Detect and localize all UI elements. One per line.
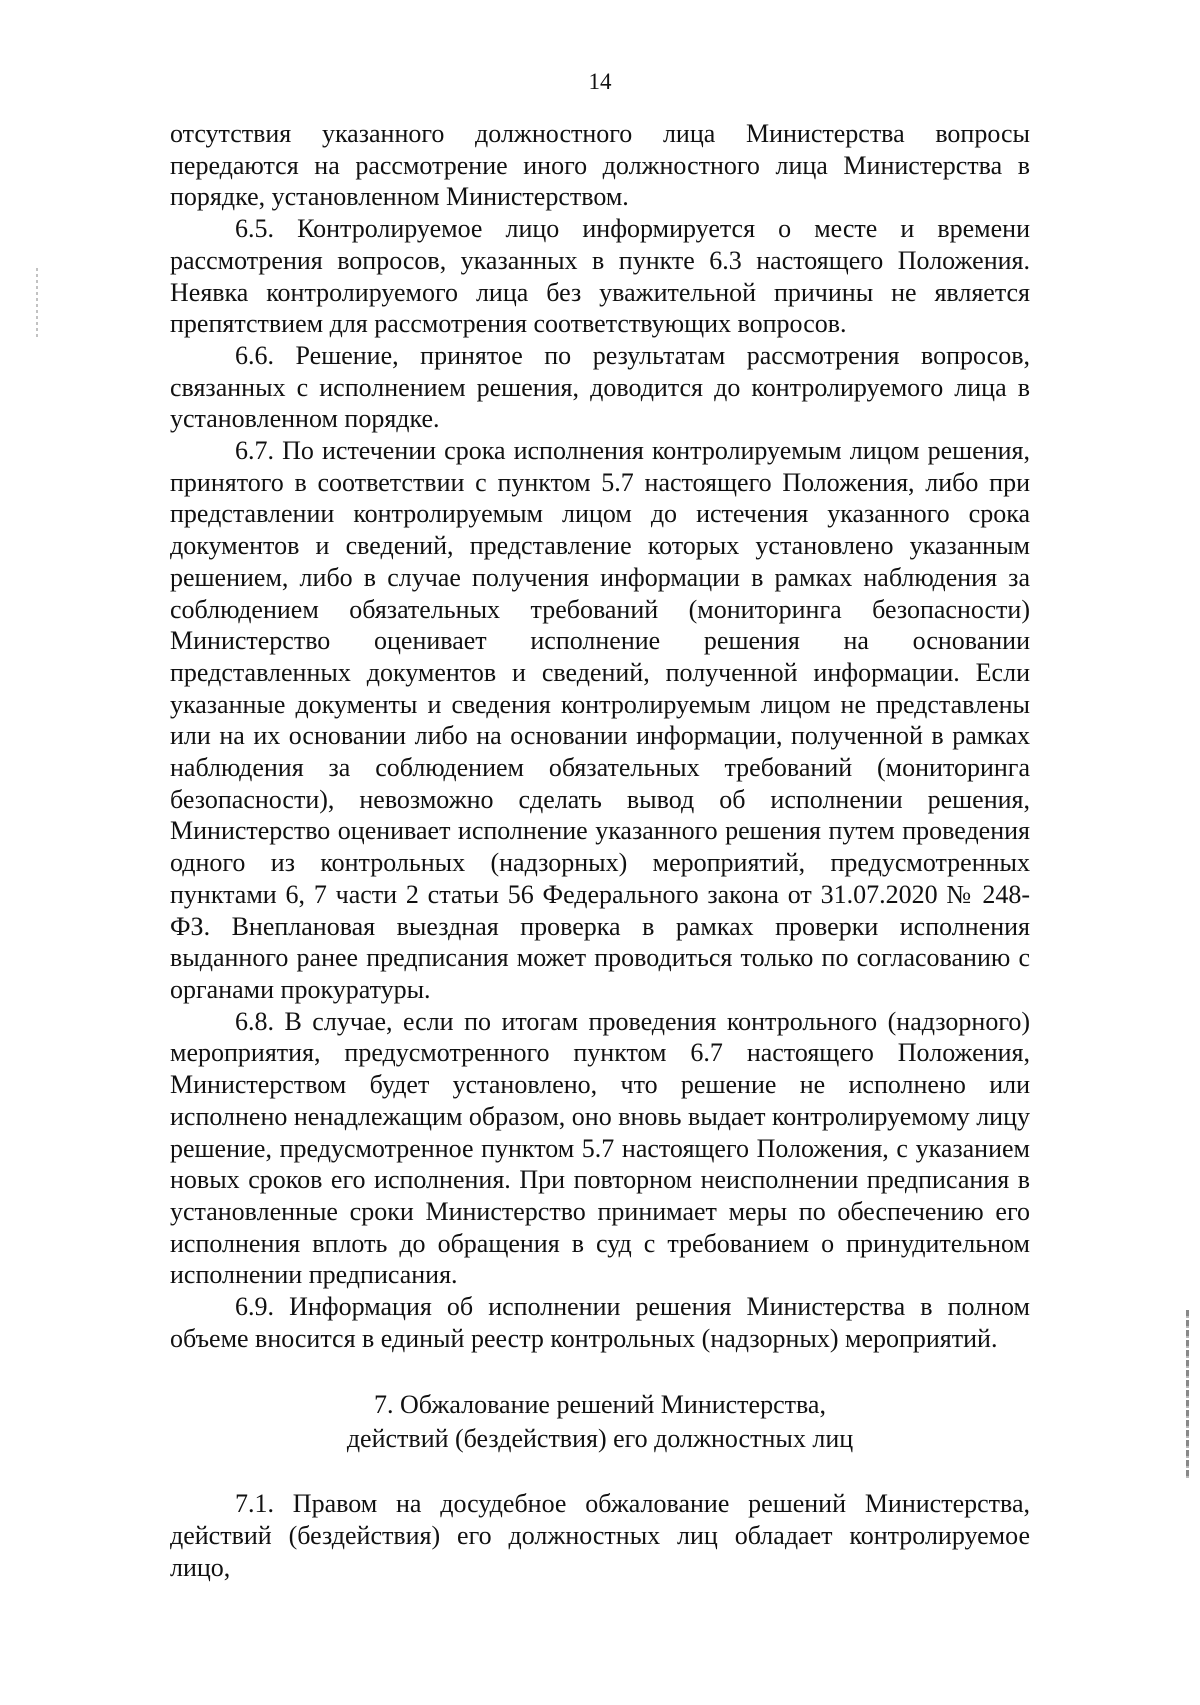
paragraph-6-5: 6.5. Контролируемое лицо информируется о месте и времени рассмотрения вопросов, указанных в пункте 6.3 настоящего Положения. Неявка контролируемого лица без уважительной причины не является препятствием для рассмотрения соответствующих вопросов. — [170, 214, 1030, 339]
paragraph-6-6: 6.6. Решение, принятое по результатам рассмотрения вопросов, связанных с исполнением решения, доводится до контролируемого лица в установленном порядке. — [170, 340, 1030, 434]
paragraph-continuation: отсутствия указанного должностного лица Министерства вопросы передаются на рассмотрение иного должностного лица Министерства в порядке, установленном Министерством. — [170, 119, 1030, 212]
page-number: 14 — [588, 69, 612, 94]
section-7-heading-line-2: действий (бездействия) его должностных лиц — [346, 1424, 854, 1454]
paragraph-6-7: 6.7. По истечении срока исполнения контролируемым лицом решения, принятого в соответствии с пунктом 5.7 настоящего Положения, либо при представлении контролируемым лицом до истечения указанного срока документов и сведений, представление которых установлено указанным решением, либо в случае получения информации в рамках наблюдения за соблюдением обязательных требований (мониторинга безопасности) Министерство оценивает исполнение решения на основании представленных документов и сведений, полученной информации. Если указанные документы и сведения контролируемым лицом не представлены или на их основании либо на основании информации, полученной в рамках наблюдения за соблюдением обязательных требований (мониторинга безопасности), невозможно сделать вывод об исполнении решения, Министерство оценивает исполнение указанного решения путем проведения одного из контрольных (надзорных) мероприятий, предусмотренных пунктами 6, 7 части 2 статьи 56 Федерального закона от 31.07.2020 № 248-ФЗ. Внеплановая выездная проверка в рамках проверки исполнения выданного ранее предписания может проводиться только по согласованию с органами прокуратуры. — [170, 436, 1030, 1004]
document-body — [170, 118, 1030, 1584]
scan-artifact-left — [36, 268, 38, 338]
paragraph-6-9: 6.9. Информация об исполнении решения Министерства в полном объеме вносится в единый реестр контрольных (надзорных) мероприятий. — [170, 1292, 1030, 1353]
paragraph-7-1: 7.1. Правом на досудебное обжалование решений Министерства, действий (бездействия) его должностных лиц обладает контролируемое лицо, — [170, 1489, 1030, 1582]
section-7-heading-line-1: 7. Обжалование решений Министерства, — [374, 1390, 826, 1420]
scan-artifact-right — [1186, 1310, 1189, 1480]
section-7-heading — [170, 1388, 1030, 1456]
paragraph-6-8: 6.8. В случае, если по итогам проведения контрольного (надзорного) мероприятия, предусмотренного пунктом 6.7 настоящего Положения, Министерством будет установлено, что решение не исполнено или исполнено ненадлежащим образом, оно вновь выдает контролируемому лицу решение, предусмотренное пунктом 5.7 настоящего Положения, с указанием новых сроков его исполнения. При повторном неисполнении предписания в установленные сроки Министерство принимает меры по обеспечению его исполнения вплоть до обращения в суд с требованием о принудительном исполнении предписания. — [170, 1006, 1030, 1290]
